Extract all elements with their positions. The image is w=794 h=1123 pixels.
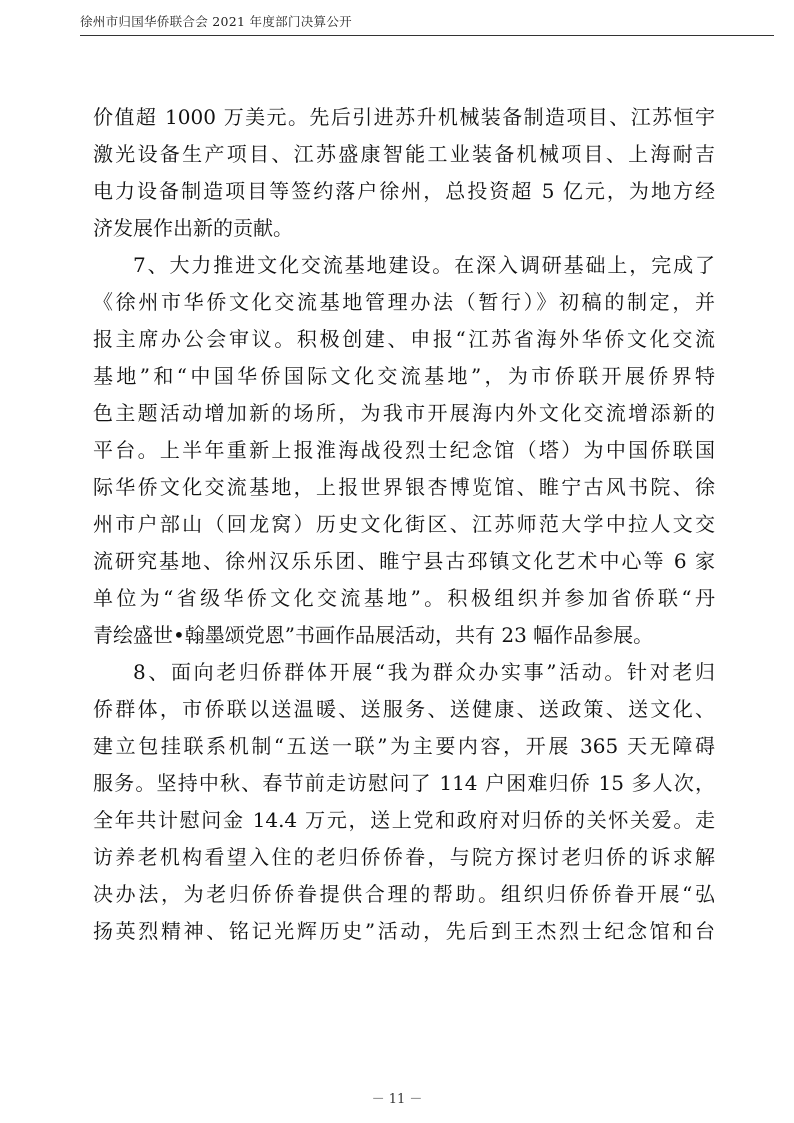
- text-line: 价值超 1000 万美元。先后引进苏升机械装备制造项目、江苏恒宇: [93, 105, 715, 129]
- text-line: 侨群体，市侨联以送温暖、送服务、送健康、送政策、送文化、: [93, 697, 715, 721]
- text-line: 电力设备制造项目等签约落户徐州，总投资超 5 亿元，为地方经: [93, 179, 715, 203]
- text-line: 建立包挂联系机制“五送一联”为主要内容，开展 365 天无障碍: [93, 734, 715, 758]
- text-line: 色主题活动增加新的场所，为我市开展海内外文化交流增添新的: [93, 401, 715, 425]
- text-line: 7、大力推进文化交流基地建设。在深入调研基础上，完成了: [133, 253, 715, 277]
- header-divider: [80, 35, 774, 36]
- text-line: 8、面向老归侨群体开展“我为群众办实事”活动。针对老归: [133, 660, 715, 684]
- text-line: 服务。坚持中秋、春节前走访慰问了 114 户困难归侨 15 多人次，: [93, 771, 715, 795]
- text-line: 济发展作出新的贡献。: [93, 216, 293, 240]
- text-line: 《徐州市华侨文化交流基地管理办法（暂行）》初稿的制定，并: [93, 290, 715, 314]
- text-line: 平台。上半年重新上报淮海战役烈士纪念馆（塔）为中国侨联国: [93, 438, 715, 462]
- text-line: 扬英烈精神、铭记光辉历史”活动，先后到王杰烈士纪念馆和台: [93, 919, 715, 943]
- page-header: 徐州市归国华侨联合会 2021 年度部门决算公开: [80, 14, 352, 29]
- text-line: 青绘盛世•翰墨颂党恩”书画作品展活动，共有 23 幅作品参展。: [93, 623, 654, 647]
- text-line: 州市户部山（回龙窝）历史文化街区、江苏师范大学中拉人文交: [93, 512, 715, 536]
- text-line: 报主席办公会审议。积极创建、申报“江苏省海外华侨文化交流: [93, 327, 715, 351]
- text-line: 决办法，为老归侨侨眷提供合理的帮助。组织归侨侨眷开展“弘: [93, 882, 715, 906]
- text-line: 流研究基地、徐州汉乐乐团、睢宁县古邳镇文化艺术中心等 6 家: [93, 549, 715, 573]
- text-line: 际华侨文化交流基地，上报世界银杏博览馆、睢宁古风书院、徐: [93, 475, 715, 499]
- text-line: 单位为“省级华侨文化交流基地”。积极组织并参加省侨联“丹: [93, 586, 715, 610]
- page-number: － 11 －: [371, 1092, 423, 1107]
- text-line: 激光设备生产项目、江苏盛康智能工业装备机械项目、上海耐吉: [93, 142, 715, 166]
- text-line: 全年共计慰问金 14.4 万元，送上党和政府对归侨的关怀关爱。走: [93, 808, 715, 832]
- document-body: [93, 99, 715, 950]
- text-line: 访养老机构看望入住的老归侨侨眷，与院方探讨老归侨的诉求解: [93, 845, 715, 869]
- text-line: 基地”和“中国华侨国际文化交流基地”，为市侨联开展侨界特: [93, 364, 715, 388]
